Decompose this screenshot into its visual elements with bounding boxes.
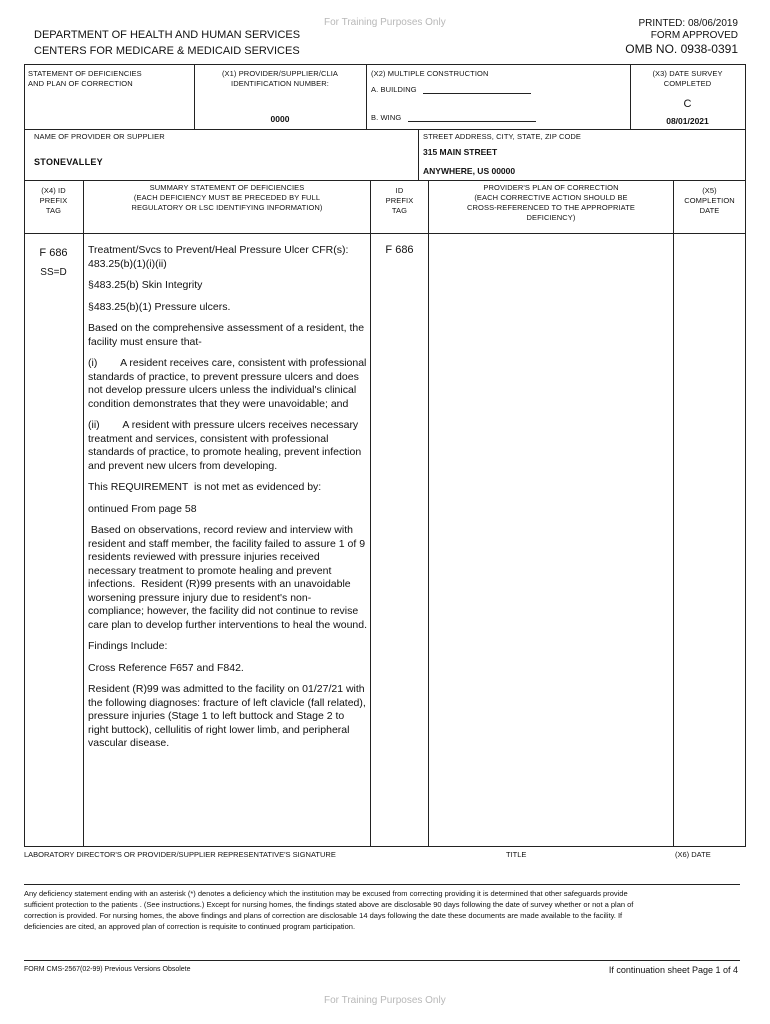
summary-paragraph: ontinued From page 58 (88, 502, 197, 515)
plan-of-correction-header: PROVIDER'S PLAN OF CORRECTION (EACH CORRECTIVE ACTION SHOULD BE CROSS-REFERENCED TO THE APPROPRIATE DEFICIENCY) (467, 183, 635, 222)
signature-caption: LABORATORY DIRECTOR'S OR PROVIDER/SUPPLIER REPRESENTATIVE'S SIGNATURE (24, 850, 336, 859)
tag-left: F 686 (39, 247, 68, 259)
summary-paragraph: §483.25(b) Skin Integrity (88, 279, 203, 291)
completion-date-header: (X5) COMPLETION DATE (684, 186, 735, 215)
building-field-line[interactable] (423, 93, 531, 94)
address-line-1: 315 MAIN STREET (423, 147, 498, 157)
survey-code: C (683, 98, 692, 110)
centers-name: CENTERS FOR MEDICARE & MEDICAID SERVICES (34, 45, 300, 57)
date-caption: (X6) DATE (675, 850, 711, 859)
deficiency-tag-cell (24, 243, 83, 283)
summary-paragraph: Based on observations, record review and interview with resident and staff member, the facility failed to assure 1 of 9 residents reviewed with pressure injuries received necessary treatment to promote healing and prevent infections. Resident (R)99 presents with an unavoidable worsening pressure injury due to resident's non-compliance; however, the facility did not continue to revise care plan to develop further interventions to heal the wound. (88, 524, 368, 631)
x2-caption: (X2) MULTIPLE CONSTRUCTION (371, 69, 489, 78)
summary-paragraph: §483.25(b)(1) Pressure ulcers. (88, 300, 231, 313)
summary-paragraph: Based on the comprehensive assessment of a resident, the facility must ensure that- (88, 322, 367, 348)
continuation-sheet: If continuation sheet Page 1 of 4 (608, 965, 738, 975)
x3-caption: (X3) DATE SURVEY COMPLETED (652, 69, 723, 88)
printed-date: PRINTED: 08/06/2019 (638, 18, 738, 29)
survey-completed-date: 08/01/2021 (666, 116, 709, 126)
address-caption: STREET ADDRESS, CITY, STATE, ZIP CODE (423, 132, 582, 141)
summary-paragraph: (i) A resident receives care, consistent with professional standards of practice, to prevent pressure ulcers and does not develop pressure ulcers unless the individual's clinical condition demonstrates that they were unavoidable; and (88, 357, 370, 410)
title-caption: TITLE (506, 850, 527, 859)
watermark-bottom: For Training Purposes Only (324, 995, 446, 1006)
agency-header (34, 27, 300, 59)
summary-paragraph: Resident (R)99 was admitted to the facility on 01/27/21 with the following diagnoses: fracture of left clavicle (fall related), pressure injuries (Stage 1 to left buttock and Stage 2 to right buttock), cellulitis of right lower limb, and peripheral vascular disease. (88, 683, 369, 749)
summary-paragraph: Findings Include: (88, 640, 168, 652)
x4-id-prefix-tag-header: (X4) ID PREFIX TAG (39, 186, 68, 215)
identification-number: 0000 (270, 114, 290, 124)
statement-caption: STATEMENT OF DEFICIENCIES AND PLAN OF CORRECTION (28, 69, 142, 88)
x1-caption: (X1) PROVIDER/SUPPLIER/CLIA IDENTIFICATION NUMBER: (221, 69, 339, 88)
summary-statement-text (88, 244, 370, 759)
form-number: FORM CMS-2567(02-99) Previous Versions Obsolete (24, 966, 191, 973)
provider-name: STONEVALLEY (34, 157, 103, 167)
wing-label: B. WING (371, 113, 402, 122)
scope-severity: SS=D (40, 267, 67, 278)
summary-paragraph: (ii) A resident with pressure ulcers receives necessary treatment and services, consistent with professional standards of practice, to promote healing, prevent infection and prevent new ulcers from developing. (88, 419, 365, 472)
watermark-top: For Training Purposes Only (324, 17, 446, 28)
summary-paragraph: This REQUIREMENT is not met as evidenced by: (88, 481, 322, 493)
summary-paragraph: Treatment/Svcs to Prevent/Heal Pressure Ulcer CFR(s): 483.25(b)(1)(i)(ii) (88, 244, 352, 270)
tag-right: F 686 (385, 244, 414, 256)
disclaimer-text: Any deficiency statement ending with an asterisk (*) denotes a deficiency which the institution may be excused from correcting providing it is determined that other safeguards provide sufficient protection to the patients . (See instructions.) Except for nursing homes, the findings stated above are disclosable 90 days following the date of survey whether or not a plan of correction is provided. For nursing homes, the above findings and plans of correction are disclosable 14 days following the date these documents are made available to the facility. If deficiencies are cited, an approved plan of correction is requisite to continued program participation. (24, 889, 634, 931)
department-name: DEPARTMENT OF HEALTH AND HUMAN SERVICES (34, 29, 301, 41)
omb-number: OMB NO. 0938-0391 (625, 42, 738, 56)
summary-statement-header: SUMMARY STATEMENT OF DEFICIENCIES (EACH DEFICIENCY MUST BE PRECEDED BY FULL REGULATORY OR LSC IDENTIFYING INFORMATION) (131, 183, 323, 212)
provider-caption: NAME OF PROVIDER OR SUPPLIER (34, 132, 165, 141)
address-line-2: ANYWHERE, US 00000 (423, 166, 516, 176)
form-approved: FORM APPROVED (650, 30, 738, 41)
summary-paragraph: Cross Reference F657 and F842. (88, 661, 244, 674)
building-label: A. BUILDING (371, 85, 417, 94)
form-approval-block (625, 18, 738, 56)
wing-field-line[interactable] (408, 121, 536, 122)
id-prefix-tag-header: ID PREFIX TAG (385, 186, 414, 215)
